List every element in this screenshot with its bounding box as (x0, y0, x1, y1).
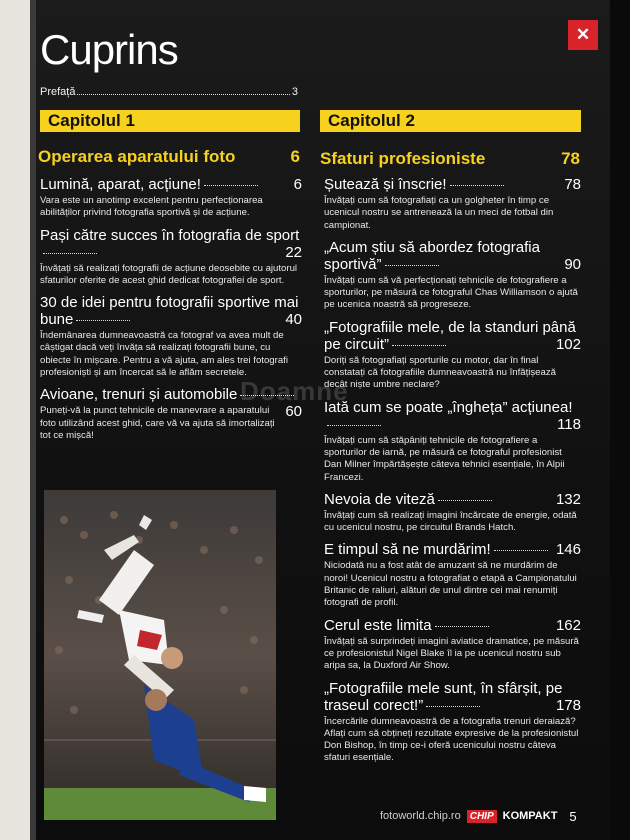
entry-description: Învățați să surprindeți imagini aviatice dramatice, pe măsură ce profesionistul Nigel Blake îl ia pe ucenicul nostru sub aripa sa, la Duxford Air Show. (324, 635, 579, 672)
entry-title: 30 de idei pentru fotografii sportive mai bune (40, 294, 299, 329)
entry-page: 90 (564, 255, 581, 273)
entry-title: Avioane, trenuri și automobile (40, 386, 238, 404)
brand-corner-icon: ✕ (568, 20, 598, 50)
entry-title: „Fotografiile mele sunt, în sfârșit, pe traseul corect!” (324, 679, 563, 714)
leader-dots (204, 185, 258, 186)
page-footer (380, 808, 580, 824)
entry-page: 102 (555, 335, 581, 353)
leader-dots (450, 185, 504, 186)
preface-label: Prefață (40, 86, 76, 98)
leader-dots (426, 706, 480, 707)
entry-title: Șutează și înscrie! (324, 176, 447, 193)
entry-description: Învățați cum să realizați imagini încărcate de energie, odată cu ucenicul nostru, pe circuitul Brands Hatch. (324, 509, 577, 534)
chapter-2-entries (324, 176, 581, 772)
leader-dots (77, 94, 289, 95)
entry-title: Nevoia de viteză (324, 490, 435, 508)
entry-description: Îndemânarea dumneavoastră ca fotograf va avea mult de câștigat dacă veți învăța să realizați fotografii bune, cu obiecte în mișcare. Pentru a vă ajuta, am ales trei fotografi profesioniști și am încercat să le aflăm secretele. (40, 330, 288, 379)
entry-heading (40, 294, 302, 328)
entry-heading (324, 176, 581, 193)
leader-dots (438, 500, 492, 501)
preface-entry[interactable] (40, 82, 298, 98)
adjacent-page-edge (0, 0, 30, 840)
toc-entry[interactable] (40, 227, 302, 288)
chapter-1-banner: Capitolul 1 (40, 110, 300, 132)
entry-title: „Fotografiile mele, de la standuri până pe circuit” (324, 318, 576, 353)
right-margin (610, 0, 630, 840)
entry-heading (324, 239, 581, 273)
entry-heading (324, 680, 581, 714)
entry-heading (40, 176, 302, 193)
entry-description: Învățați să realizați fotografii de acțiune deosebite cu ajutorul sfaturilor oferite de acest ghid dedicat fotografiei de sport. (40, 262, 298, 286)
kompakt-label: KOMPAKT (502, 810, 558, 822)
leader-dots (435, 626, 489, 627)
leader-dots (392, 345, 446, 346)
toc-entry[interactable] (40, 294, 302, 379)
page-title: Cuprins (40, 26, 178, 73)
entry-title: Cerul este limita (324, 616, 432, 634)
preface-page: 3 (291, 86, 298, 98)
entry-page: 40 (285, 311, 302, 329)
entry-title: E timpul să ne murdărim! (324, 541, 491, 559)
leader-dots (494, 550, 548, 551)
chapter-2-banner: Capitolul 2 (320, 110, 581, 132)
entry-description: Niciodată nu a fost atât de amuzant să ne murdărim de noroi! Ucenicul nostru a fotografiat o etapă a Campionatului Britanic de raliuri, alături de unul dintre cei mai renumiți fotografi de profil. (324, 560, 577, 609)
toc-entry[interactable] (324, 239, 581, 312)
entry-description: Învățați cum să fotografiați ca un golgheter în timp ce ucenicul nostru se antrenează la un meci de fotbal din campionat. (324, 195, 554, 231)
entry-description: Învățați cum să stăpâniți tehnicile de fotografiere a sporturilor de iarnă, pe măsură ce fotograful profesionist Dan Milner împărtășește câteva tehnici esențiale, în Alpii Francezi. (324, 434, 565, 483)
entry-title: Iată cum se poate „îngheța” acțiunea! (324, 398, 573, 416)
leader-dots (43, 253, 97, 254)
section-title: Operarea aparatului foto (38, 147, 236, 166)
entry-page: 6 (293, 176, 302, 193)
chapter-1-section-heading[interactable] (38, 146, 300, 168)
entry-heading (40, 227, 302, 261)
entry-heading (324, 491, 581, 508)
entry-page: 22 (285, 243, 302, 261)
leader-dots (76, 320, 130, 321)
entry-page: 162 (555, 616, 581, 634)
toc-entry[interactable] (324, 319, 581, 392)
photo-illustration (44, 490, 276, 820)
entry-heading (324, 319, 581, 353)
entry-page: 132 (555, 490, 581, 508)
page-gutter (30, 0, 36, 840)
entry-description: Puneți-vă la punct tehnicile de manevrare a aparatului foto utilizând acest ghid, care vă va ajuta să imortalizați tot ce mișcă! (40, 405, 275, 441)
rugby-tackle-photo (44, 490, 276, 820)
footer-site[interactable]: fotoworld.chip.ro (380, 810, 461, 822)
chip-logo: CHIP (467, 810, 497, 823)
entry-title: Pași către succes în fotografia de sport (40, 226, 300, 244)
leader-dots (385, 265, 439, 266)
toc-entry[interactable] (324, 680, 581, 765)
entry-heading (324, 399, 581, 433)
entry-page: 146 (555, 541, 581, 559)
toc-entry[interactable] (324, 617, 581, 673)
toc-entry[interactable] (324, 491, 581, 535)
toc-entry[interactable] (40, 176, 302, 220)
section-title: Sfaturi profesioniste (320, 149, 486, 168)
entry-page: 118 (557, 415, 581, 433)
entry-heading (324, 541, 581, 558)
toc-entry[interactable] (324, 399, 581, 484)
watermark: Doamne (240, 376, 349, 406)
entry-title: Lumină, aparat, acțiune! (40, 176, 201, 193)
section-page: 6 (290, 147, 300, 166)
entry-page: 60 (285, 403, 302, 421)
toc-entry[interactable] (324, 176, 581, 232)
section-page: 78 (561, 149, 580, 168)
entry-title: „Acum știu să abordez fotografia sportivă” (324, 238, 540, 273)
entry-description: Încercările dumneavoastră de a fotografia trenuri deraiază? Aflați cum să obțineți rezultate expresive de la profesionistul Don Bishop, în timp ce-i oferă ucenicului nostru câteva sfaturi esențiale. (324, 715, 579, 764)
entry-description: Vara este un anotimp excelent pentru perfecționarea abilităților privind fotografia sportivă și de acțiune. (40, 195, 263, 219)
page-number: 5 (569, 808, 577, 824)
chapter-1-entries (40, 176, 302, 449)
toc-entry[interactable] (324, 541, 581, 609)
entry-description: Învățați cum să vă perfecționați tehnicile de fotografiere a sporturilor, pe măsură ce fotograful Chas Williamson o ajută pe ucenica noastră să progreseze. (324, 274, 578, 311)
leader-dots (327, 425, 381, 426)
entry-page: 178 (555, 696, 581, 714)
entry-description: Doriți să fotografiați sporturile cu motor, dar în final constatați că fotografiile dumneavoastră nu înfățișează decât niște umbre neclare? (324, 354, 556, 391)
entry-heading (324, 617, 581, 634)
chapter-2-section-heading[interactable] (320, 148, 580, 170)
entry-page: 78 (564, 176, 581, 193)
